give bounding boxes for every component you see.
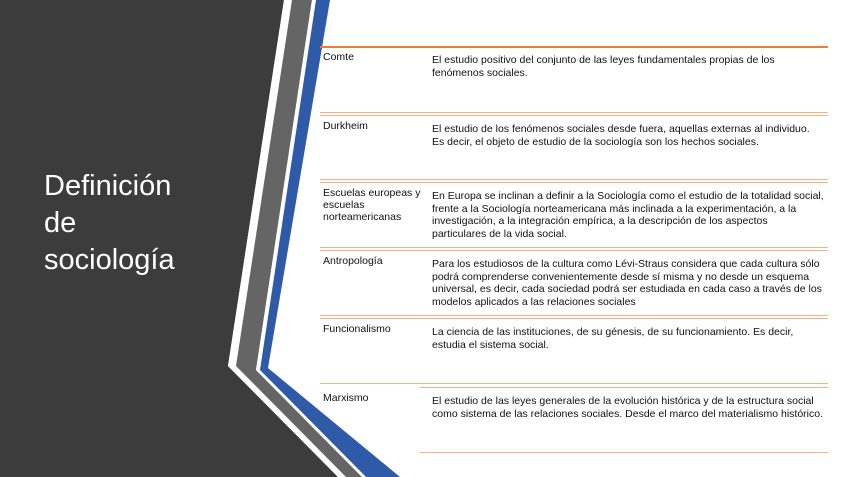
row-divider (320, 247, 828, 248)
table-bottom-border (420, 452, 828, 453)
row-term: Marxismo (323, 392, 369, 404)
slide-title (44, 168, 244, 279)
table-row (320, 250, 828, 315)
row-term: Comte (323, 51, 354, 63)
table-row (320, 318, 828, 383)
row-definition: El estudio de los fenómenos sociales desde fuera, aquellas externas al individuo. Es decir, el objeto de estudio de la sociología son los hechos sociales. (432, 123, 810, 148)
row-definition: El estudio de las leyes generales de la evolución histórica y de la estructura social como sistema de las relaciones sociales. Desde el marco del materialismo histórico. (432, 395, 823, 420)
row-term: Funcionalismo (323, 323, 391, 335)
title-line: sociología (44, 244, 175, 276)
row-term: Durkheim (323, 120, 368, 132)
row-term: Antropología (323, 255, 383, 267)
row-divider (320, 315, 828, 316)
row-term: Escuelas europeas y escuelas norteamericanas (323, 187, 421, 223)
row-definition: La ciencia de las instituciones, de su génesis, de su funcionamiento. Es decir, estudia el sistema social. (432, 326, 794, 351)
row-divider (320, 179, 828, 180)
title-line: Definición (44, 170, 172, 202)
row-definition: En Europa se inclinan a definir a la Sociología como el estudio de la totalidad social, frente a la Sociología norteamericana más inclinada a la experimentación, a la investigación, a la integración empírica, a la descripción de los aspectos particulares de la vida social. (432, 190, 824, 240)
table-row (320, 182, 828, 247)
row-divider (320, 112, 828, 113)
row-definition: El estudio positivo del conjunto de las leyes fundamentales propias de los fenómenos sociales. (432, 54, 775, 79)
title-line: de (44, 207, 77, 239)
row-definition: Para los estudiosos de la cultura como Lévi-Straus considera que cada cultura sólo podrá comprenderse convenientemente desde sí misma y no desde un esquema universal, es decir, cada sociedad podrá ser estudiada en cada caso a través de los modelos aplicados a las relaciones sociales (432, 258, 822, 308)
table-row (320, 387, 828, 452)
table-row (320, 46, 828, 112)
row-divider (320, 383, 828, 384)
definitions-table (320, 46, 828, 456)
table-row (320, 115, 828, 179)
